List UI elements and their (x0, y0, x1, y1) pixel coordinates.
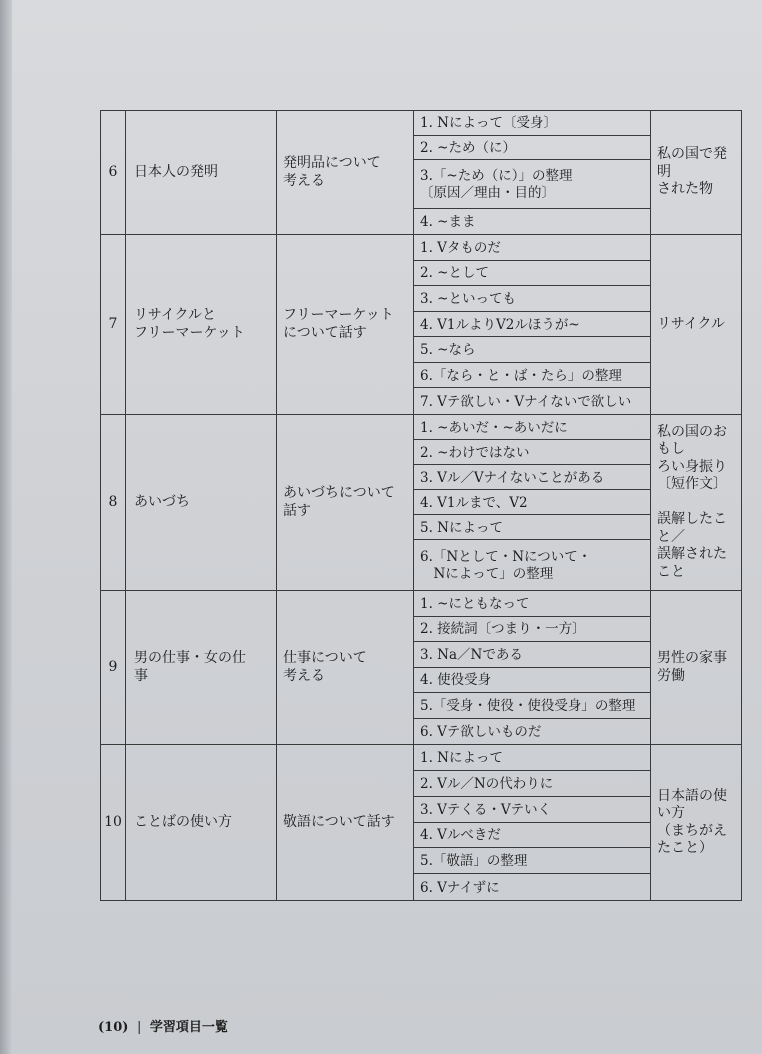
grammar-item (414, 668, 650, 694)
lesson-content-line: 誤解したこと／ (657, 511, 727, 545)
lesson-topic (126, 591, 277, 745)
lesson-row (101, 111, 742, 235)
grammar-item (414, 617, 650, 643)
lesson-row (101, 591, 742, 745)
lesson-row (101, 235, 742, 415)
lesson-content (651, 111, 742, 235)
lesson-content-line: された物 (657, 181, 713, 198)
lesson-task (277, 591, 414, 745)
lesson-task-line: 仕事について (283, 650, 367, 666)
grammar-item-text: 3. Na／Nである (420, 646, 523, 663)
grammar-item-text: 4. Vルべきだ (420, 827, 501, 844)
grammar-item-text: 6.「Nとして・Nについて・ (420, 549, 592, 566)
grammar-list (414, 745, 650, 900)
lesson-task (277, 415, 414, 591)
grammar-item (414, 719, 650, 745)
grammar-item-text: 2. Vル／Nの代わりに (420, 775, 554, 792)
lesson-task-line: 考える (283, 667, 325, 684)
lesson-task-line: について話す (283, 324, 367, 341)
grammar-item (414, 111, 650, 136)
grammar-item (414, 235, 650, 261)
lesson-content-line: （まちがえたこと） (657, 822, 727, 856)
grammar-item (414, 363, 650, 389)
footer-separator: | (136, 1020, 142, 1035)
lesson-task-line: 話す (283, 502, 311, 519)
lesson-topic-line: 男の仕事・女の仕 (134, 650, 246, 666)
grammar-list (414, 111, 650, 234)
grammar-item (414, 337, 650, 363)
lesson-topic-line: 日本人の発明 (134, 163, 218, 180)
grammar-item-text: 4. V1ルまで、V2 (420, 494, 528, 511)
grammar-item (414, 642, 650, 668)
grammar-item-text: 5.「受身・使役・使役受身」の整理 (420, 697, 636, 714)
grammar-item (414, 136, 650, 161)
syllabus-table (100, 110, 742, 901)
lesson-topic-line: ことばの使い方 (134, 813, 232, 830)
grammar-item-text: 6. Vナイずに (420, 879, 500, 896)
lesson-task-line: あいづちについて (283, 485, 395, 501)
grammar-item (414, 848, 650, 874)
grammar-item-text: 2. ~として (420, 265, 489, 282)
grammar-item (414, 745, 650, 771)
lesson-content (651, 745, 742, 901)
grammar-item-text: 4. V1ルよりV2ルほうが~ (420, 316, 580, 333)
lesson-topic-line: あいづち (134, 493, 190, 510)
grammar-item (414, 823, 650, 849)
grammar-item-text: 3.「~ため（に）」の整理 (420, 168, 573, 185)
lesson-topic-line: フリーマーケット (134, 324, 245, 341)
grammar-item (414, 874, 650, 900)
lesson-number: 9 (101, 591, 126, 745)
grammar-item-text: 4. 使役受身 (420, 672, 492, 689)
lesson-content-line: ろい身振り (657, 458, 727, 475)
grammar-item-text: 3. Vル／Vナイないことがある (420, 469, 605, 486)
grammar-item-text: 2. ~わけではない (420, 444, 530, 461)
grammar-item (414, 771, 650, 797)
page-footer (98, 1016, 228, 1035)
grammar-list-cell (414, 415, 651, 591)
lesson-content-line: 男性の家事労働 (657, 650, 727, 684)
grammar-item-text: 〔原因／理由・目的〕 (420, 185, 555, 202)
lesson-content (651, 235, 742, 415)
lesson-content-line: 私の国で発明 (657, 146, 727, 180)
lesson-number: 8 (101, 415, 126, 591)
grammar-item-text: 5.「敬語」の整理 (420, 853, 528, 870)
grammar-list (414, 415, 650, 590)
lesson-task (277, 111, 414, 235)
lesson-task (277, 745, 414, 901)
lesson-task-line: 考える (283, 172, 325, 189)
lesson-task (277, 235, 414, 415)
grammar-item-text: 1. ~にともなって (420, 595, 530, 612)
grammar-item (414, 515, 650, 540)
lesson-topic-line: 事 (134, 667, 148, 684)
grammar-list (414, 591, 650, 744)
lesson-number: 6 (101, 111, 126, 235)
grammar-item-text: 5. Nによって (420, 519, 503, 536)
grammar-item (414, 440, 650, 465)
grammar-item (414, 415, 650, 440)
lesson-topic (126, 415, 277, 591)
lesson-task-line: フリーマーケット (283, 307, 394, 323)
grammar-list-cell (414, 111, 651, 235)
grammar-item (414, 465, 650, 490)
grammar-item (414, 693, 650, 719)
grammar-item (414, 797, 650, 823)
lesson-content-line (657, 494, 735, 512)
lesson-content-line: 日本語の使い方 (657, 787, 727, 821)
grammar-item-text: 2. 接続詞〔つまり・一方〕 (420, 621, 586, 638)
lesson-topic (126, 111, 277, 235)
grammar-item-text: 2. ~ため（に） (420, 139, 516, 156)
grammar-item-text: Nによって」の整理 (420, 566, 554, 582)
grammar-list-cell (414, 745, 651, 901)
book-binding (0, 0, 12, 1054)
grammar-item-text: 1. Nによって (420, 749, 503, 766)
lesson-topic (126, 235, 277, 415)
grammar-item-text: 3. Vテくる・Vテいく (420, 801, 552, 818)
lesson-number: 10 (101, 745, 126, 901)
lesson-row (101, 745, 742, 901)
grammar-item (414, 261, 650, 287)
grammar-item (414, 388, 650, 414)
grammar-item-text: 5. ~なら (420, 342, 476, 359)
grammar-list-cell (414, 235, 651, 415)
lesson-row (101, 415, 742, 591)
lesson-topic (126, 745, 277, 901)
lesson-content-line: 誤解されたこと (657, 546, 727, 580)
grammar-item-text: 1. Nによって〔受身〕 (420, 115, 557, 132)
grammar-item-text: 7. Vテ欲しい・Vナイないで欲しい (420, 393, 632, 410)
grammar-item (414, 286, 650, 312)
grammar-item (414, 591, 650, 617)
grammar-item (414, 490, 650, 515)
grammar-list-cell (414, 591, 651, 745)
grammar-item (414, 160, 650, 209)
grammar-item-text: 4. ~まま (420, 214, 476, 231)
grammar-item (414, 209, 650, 234)
lesson-task-line: 発明品について (283, 155, 381, 171)
grammar-item-text: 6. Vテ欲しいものだ (420, 723, 542, 740)
lesson-content-line: 私の国のおもし (657, 423, 727, 458)
lesson-number: 7 (101, 235, 126, 415)
grammar-item-text: 6.「なら・と・ば・たら」の整理 (420, 367, 622, 384)
grammar-item-text: 1. ~あいだ・~あいだに (420, 419, 568, 436)
grammar-list (414, 235, 650, 414)
lesson-content-line: 〔短作文〕 (657, 476, 727, 493)
lesson-task-line: 敬語について話す (283, 813, 395, 830)
grammar-item (414, 540, 650, 590)
grammar-item-text: 3. ~といっても (420, 291, 516, 307)
grammar-item (414, 312, 650, 338)
lesson-content (651, 591, 742, 745)
lesson-content (651, 415, 742, 591)
lesson-content-line: リサイクル (657, 315, 726, 332)
footer-title: 学習項目一覧 (149, 1020, 228, 1035)
page-number: (10) (98, 1020, 129, 1035)
lesson-topic-line: リサイクルと (134, 307, 217, 323)
grammar-item-text: 1. Vタものだ (420, 239, 501, 256)
